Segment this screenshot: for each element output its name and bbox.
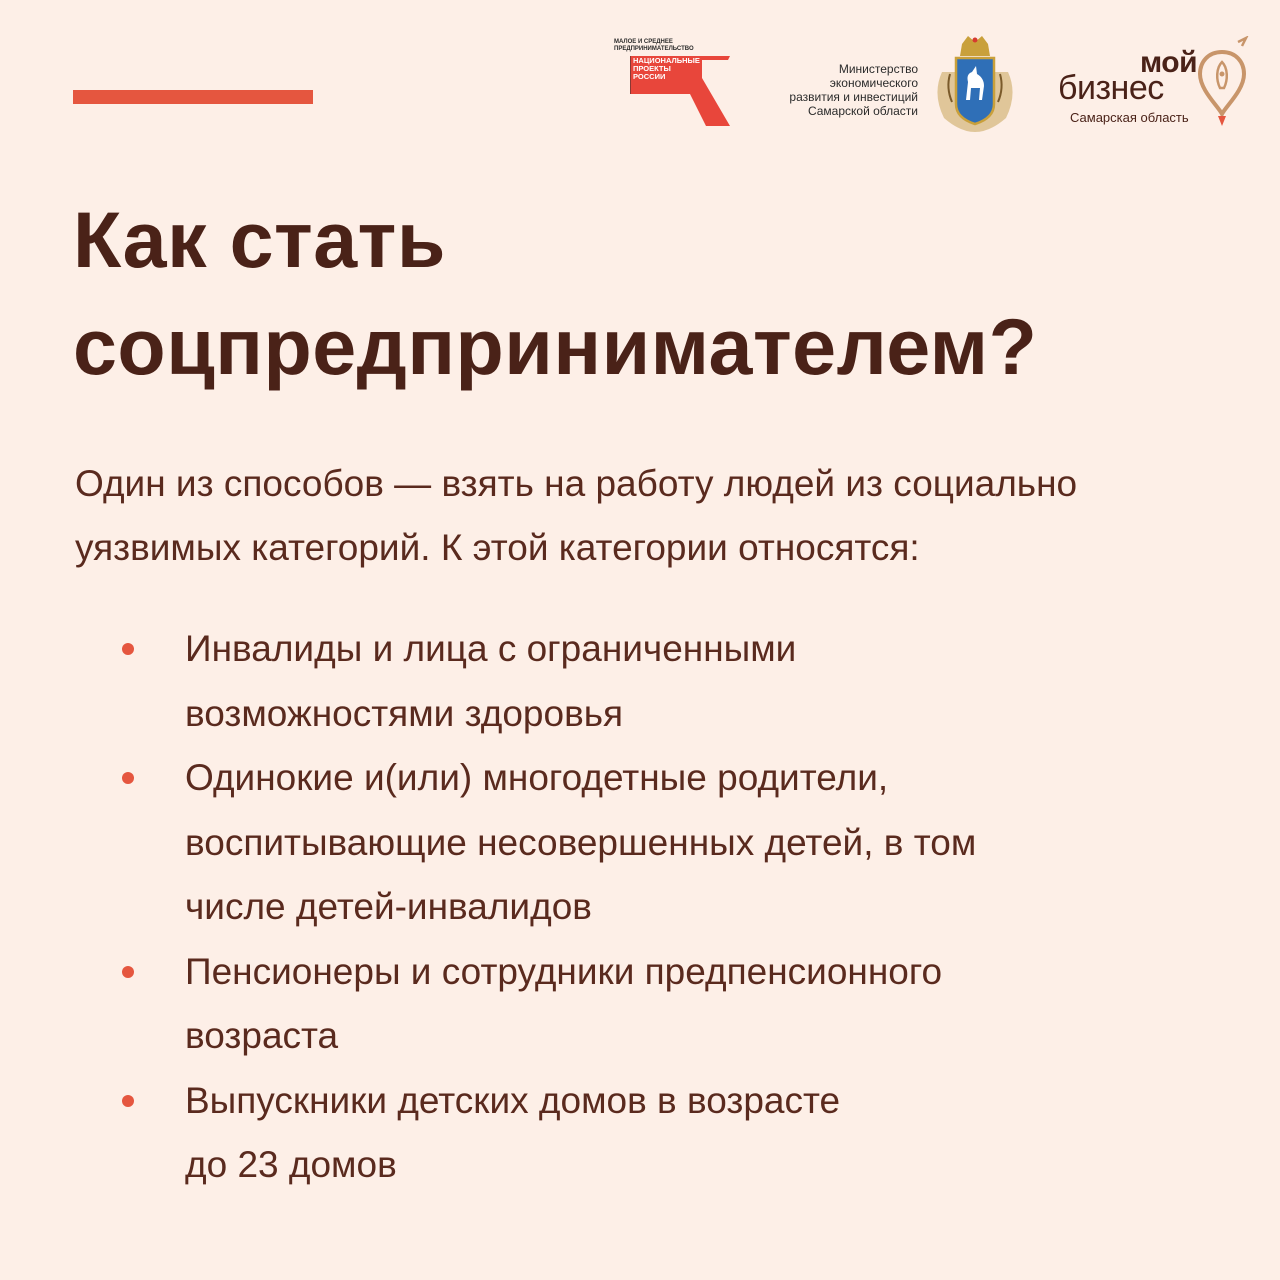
list-item bbox=[118, 617, 1118, 746]
title-line: соцпредпринимателем? bbox=[73, 302, 1038, 391]
list-item-line: Выпускники детских домов в возрасте bbox=[185, 1079, 841, 1121]
intro-line: Один из способов — взять на работу людей из социально bbox=[75, 463, 1078, 504]
title-line: Как стать bbox=[73, 195, 446, 284]
bullet-icon bbox=[122, 643, 134, 655]
ministry-label bbox=[728, 62, 918, 118]
moi-biznes-word1: мой bbox=[1140, 46, 1198, 79]
list-item-line: воспитывающие несовершенных детей, в том bbox=[185, 821, 977, 863]
moi-biznes-logo bbox=[1052, 48, 1262, 138]
national-projects-small-text: МАЛОЕ И СРЕДНЕЕ ПРЕДПРИНИМАТЕЛЬСТВО bbox=[614, 39, 694, 52]
bullet-icon bbox=[122, 966, 134, 978]
location-pin-icon bbox=[1194, 36, 1250, 128]
list-item-line: возможностями здоровья bbox=[185, 692, 624, 734]
ministry-line: экономического bbox=[829, 76, 918, 90]
samara-coat-of-arms-icon bbox=[930, 34, 1020, 134]
list-item bbox=[118, 746, 1118, 940]
categories-list bbox=[118, 617, 1118, 1198]
list-item-line: числе детей-инвалидов bbox=[185, 886, 592, 927]
list-item-line: Одинокие и(или) многодетные родители, bbox=[185, 757, 889, 798]
list-item bbox=[118, 940, 1118, 1069]
bullet-icon bbox=[122, 1095, 134, 1107]
list-item-line: Пенсионеры и сотрудники предпенсионного bbox=[185, 950, 943, 992]
page-title bbox=[73, 186, 1037, 400]
national-projects-red-text: НАЦИОНАЛЬНЫЕ ПРОЕКТЫ РОССИИ bbox=[633, 56, 700, 81]
bullet-icon bbox=[122, 772, 134, 784]
intro-text bbox=[75, 452, 1215, 580]
moi-biznes-region: Самарская область bbox=[1070, 110, 1189, 125]
list-item-line: до 23 домов bbox=[185, 1144, 397, 1185]
moi-biznes-word2: бизнес bbox=[1058, 69, 1164, 107]
list-item-line: возраста bbox=[185, 1015, 339, 1056]
ministry-line: развития и инвестиций bbox=[789, 90, 918, 104]
intro-line: уязвимых категорий. К этой категории относятся: bbox=[75, 527, 920, 568]
ministry-line: Самарской области bbox=[807, 104, 918, 118]
accent-bar bbox=[73, 90, 313, 104]
ministry-line: Министерство bbox=[838, 62, 918, 76]
national-projects-logo bbox=[608, 36, 734, 128]
list-item bbox=[118, 1069, 1118, 1198]
list-item-line: Инвалиды и лица с ограниченными bbox=[185, 628, 797, 669]
